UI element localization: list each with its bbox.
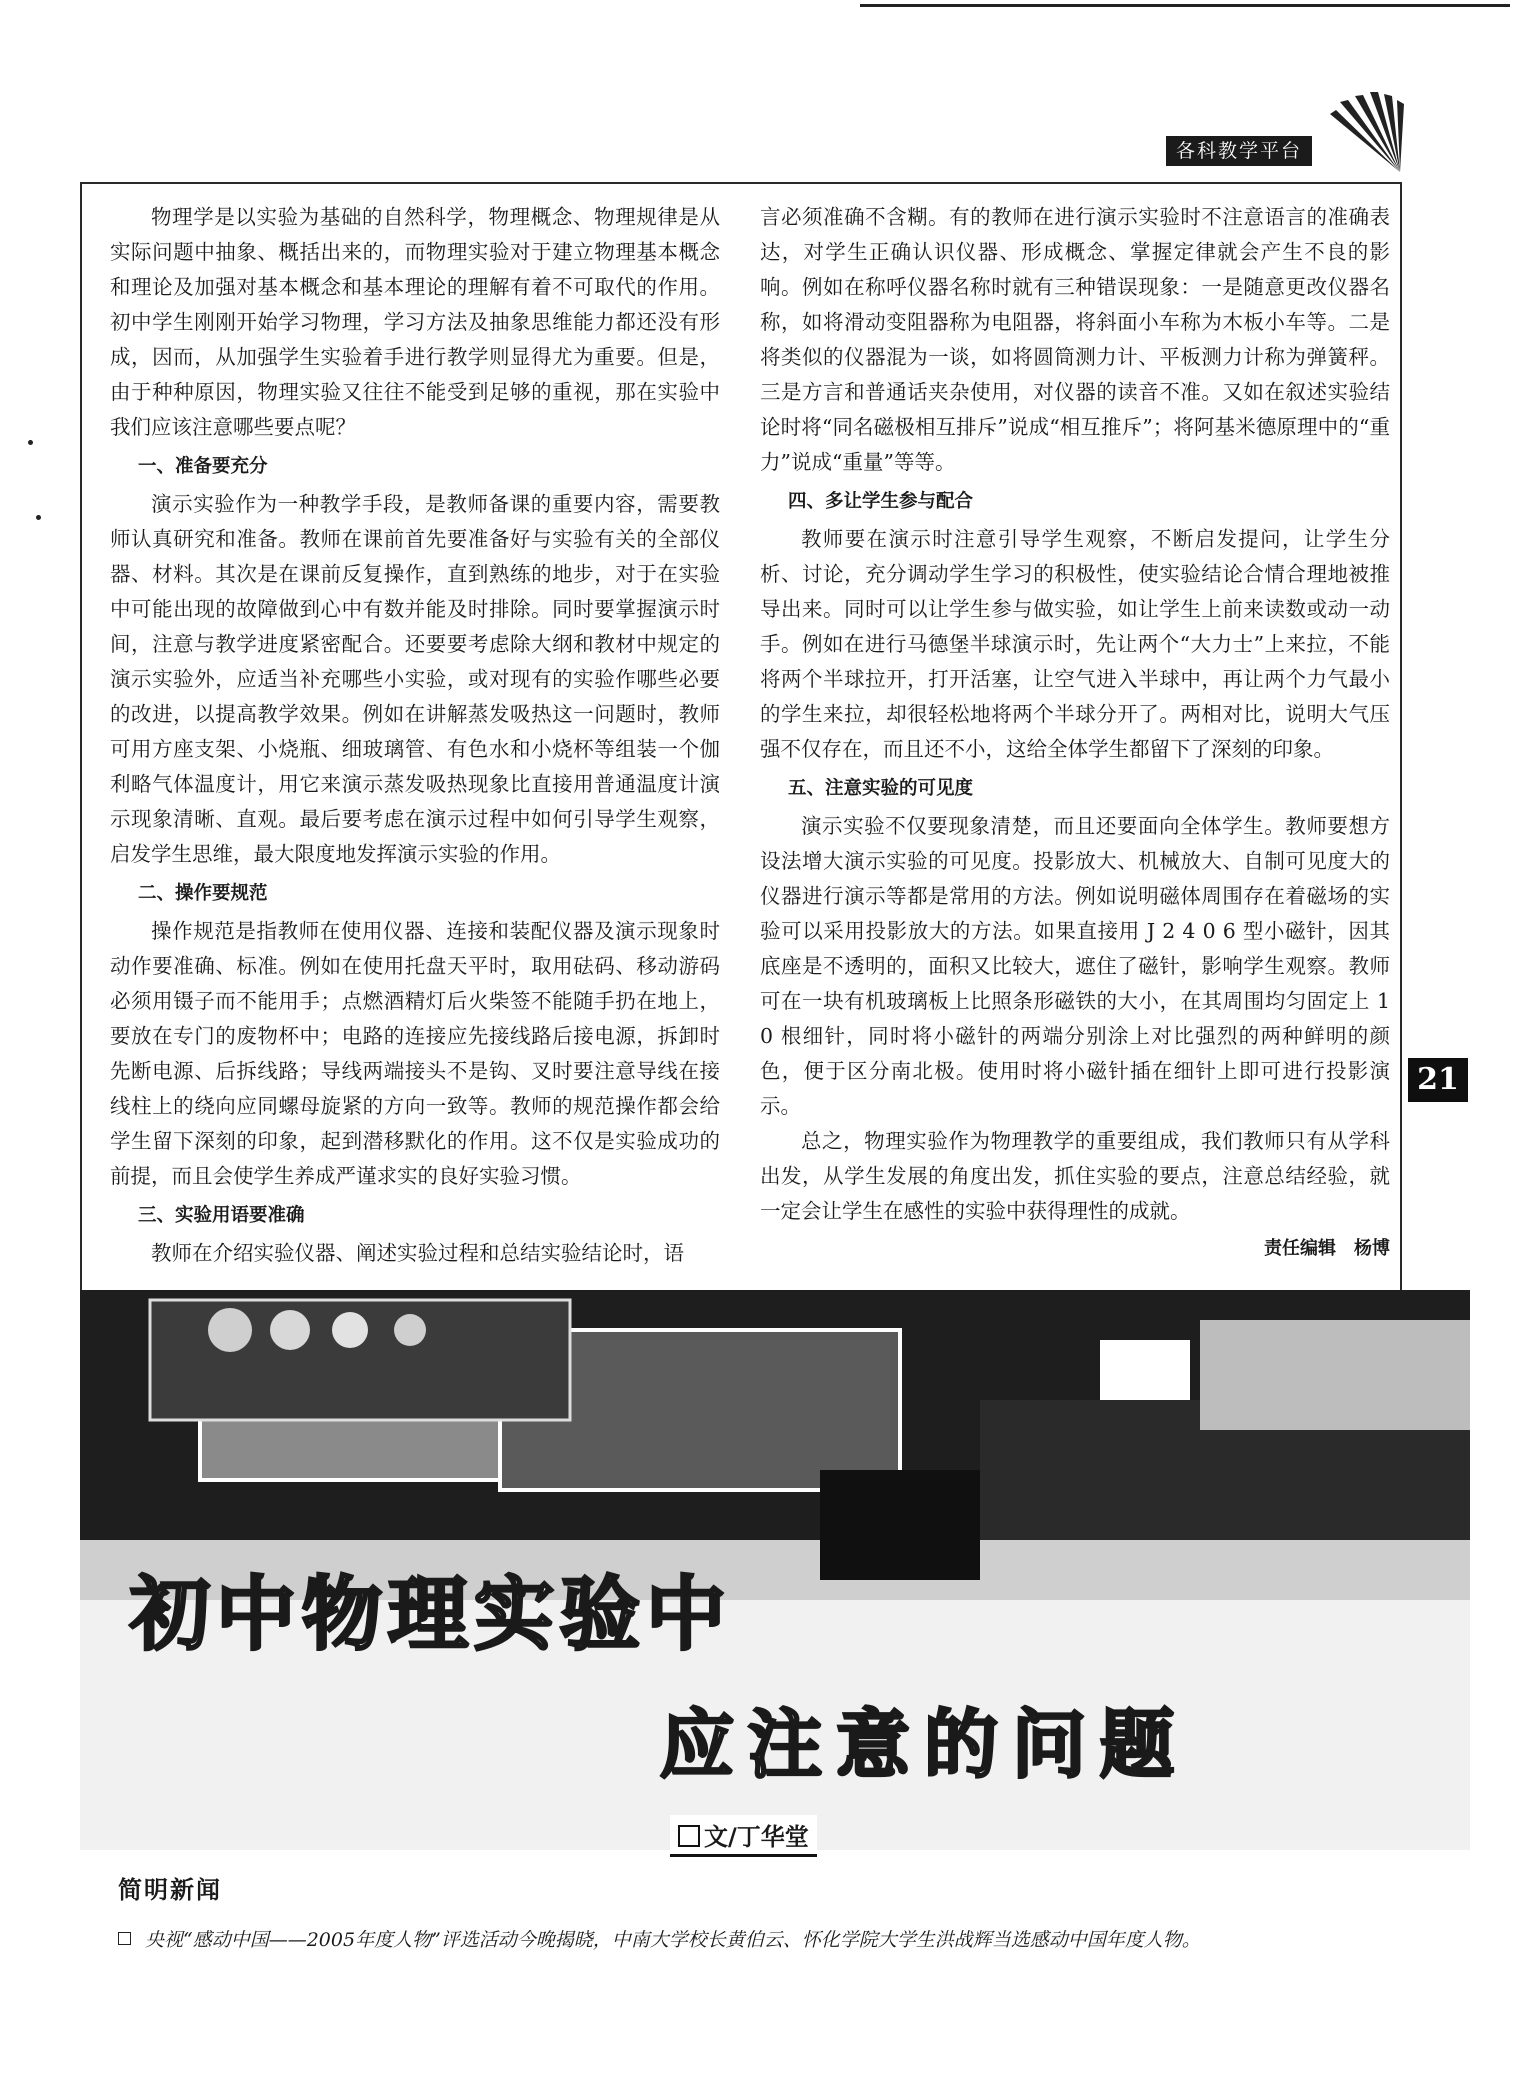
section-heading: 四、多让学生参与配合 (788, 491, 974, 512)
paragraph: 演示实验不仅要现象清楚，而且还要面向全体学生。教师要想方设法增大演示实验的可见度。投影放大、机械放大、自制可见度大的仪器进行演示等都是常用的方法。例如说明磁体周围存在着磁场的实验可以采用投影放大的方法。如果直接用 J 2 4 0 6 型小磁针，因其底座是不透明的，面积又比较大，遮住了磁针，影响学生观察。教师可在一块有机玻璃板上比照条形磁铁的大小，在其周围均匀固定上 1 0 根细针，同时将小磁针的两端分别涂上对比强烈的两种鲜明的颜色，便于区分南北极。使用时将小磁针插在细针上即可进行投影演示。 (760, 814, 1390, 1118)
margin-dot (28, 440, 33, 445)
paragraph: 总之，物理实验作为物理教学的重要组成，我们教师只有从学科出发，从学生发展的角度出发，抓住实验的要点，注意总结经验，就一定会让学生在感性的实验中获得理性的成就。 (760, 1129, 1390, 1223)
paragraph: 演示实验作为一种教学手段，是教师备课的重要内容，需要教师认真研究和准备。教师在课前首先要准备好与实验有关的全部仪器、材料。其次是在课前反复操作，直到熟练的地步，对于在实验中可能出现的故障做到心中有数并能及时排除。同时要掌握演示时间，注意与教学进度紧密配合。还要要考虑除大纲和教材中规定的演示实验外，应适当补充哪些小实验，或对现有的实验作哪些必要的改进，以提高教学效果。例如在讲解蒸发吸热这一问题时，教师可用方座支架、小烧瓶、细玻璃管、有色水和小烧杯等组装一个伽利略气体温度计，用它来演示蒸发吸热现象比直接用普通温度计演示现象清晰、直观。最后要考虑在演示过程中如何引导学生观察，启发学生思维，最大限度地发挥演示实验的作用。 (110, 492, 720, 866)
paragraph: 教师在介绍实验仪器、阐述实验过程和总结实验结论时，语 (151, 1241, 684, 1265)
headline-line2: 应注意的问题 (660, 1702, 1188, 1788)
news-text: 央视“感动中国——2005年度人物”评选活动今晚揭晓，中南大学校长黄伯云、怀化学院大学生洪战辉当选感动中国年度人物。 (145, 1929, 1201, 1951)
section-tag: 各科教学平台 (1166, 136, 1312, 166)
page-number: 21 (1408, 1058, 1468, 1102)
paragraph: 教师要在演示时注意引导学生观察，不断启发提问，让学生分析、讨论，充分调动学生学习的积极性，使实验结论合情合理地被推导出来。同时可以让学生参与做实验，如让学生上前来读数或动一动手。例如在进行马德堡半球演示时，先让两个“大力士”上来拉，不能将两个半球拉开，打开活塞，让空气进入半球中，再让两个力气最小的学生来拉，却很轻松地将两个半球分开了。两相对比，说明大气压强不仅存在，而且还不小，这给全体学生都留下了深刻的印象。 (760, 527, 1390, 761)
headline-line1: 初中物理实验中 (130, 1568, 732, 1661)
section-heading: 三、实验用语要准确 (138, 1205, 305, 1226)
paragraph: 物理学是以实验为基础的自然科学，物理概念、物理规律是从实际问题中抽象、概括出来的，而物理实验对于建立物理基本概念和理论及加强对基本概念和基本理论的理解有着不可取代的作用。初中学生刚刚开始学习物理，学习方法及抽象思维能力都还没有形成，因而，从加强学生实验着手进行教学则显得尤为重要。但是，由于种种原因，物理实验又往往不能受到足够的重视，那在实验中我们应该注意哪些要点呢？ (110, 205, 720, 439)
bullet-icon (118, 1932, 131, 1945)
author-byline (670, 1815, 817, 1857)
margin-dot (36, 515, 41, 520)
left-column (110, 200, 720, 1271)
author-name: 文/丁华堂 (704, 1823, 809, 1851)
section-heading: 五、注意实验的可见度 (788, 778, 974, 799)
right-column (760, 200, 1390, 1266)
section-heading: 二、操作要规范 (138, 883, 268, 904)
square-icon (678, 1825, 700, 1847)
news-item (118, 1922, 1418, 1958)
section-heading: 一、准备要充分 (138, 456, 268, 477)
paragraph: 言必须准确不含糊。有的教师在进行演示实验时不注意语言的准确表达，对学生正确认识仪器、形成概念、掌握定律就会产生不良的影响。例如在称呼仪器名称时就有三种错误现象：一是随意更改仪器名称，如将滑动变阻器称为电阻器，将斜面小车称为木板小车等。二是将类似的仪器混为一谈，如将圆筒测力计、平板测力计称为弹簧秤。三是方言和普通话夹杂使用，对仪器的读音不准。又如在叙述实验结论时将“同名磁极相互排斥”说成“相互推斥”；将阿基米德原理中的“重力”说成“重量”等等。 (760, 205, 1390, 474)
fan-ornament-icon (1300, 92, 1410, 182)
news-label: 简明新闻 (118, 1876, 222, 1904)
editor-credit: 责任编辑 杨博 (1264, 1238, 1390, 1259)
paragraph: 操作规范是指教师在使用仪器、连接和装配仪器及演示现象时动作要准确、标准。例如在使用托盘天平时，取用砝码、移动游码必须用镊子而不能用手；点燃酒精灯后火柴签不能随手扔在地上，要放在专门的废物杯中；电路的连接应先接线路后接电源，拆卸时先断电源、后拆线路；导线两端接头不是钩、叉时要注意导线在接线柱上的绕向应同螺母旋紧的方向一致等。教师的规范操作都会给学生留下深刻的印象，起到潜移默化的作用。这不仅是实验成功的前提，而且会使学生养成严谨求实的良好实验习惯。 (110, 919, 720, 1188)
top-rule (860, 4, 1510, 7)
title-area (130, 1550, 1430, 1850)
